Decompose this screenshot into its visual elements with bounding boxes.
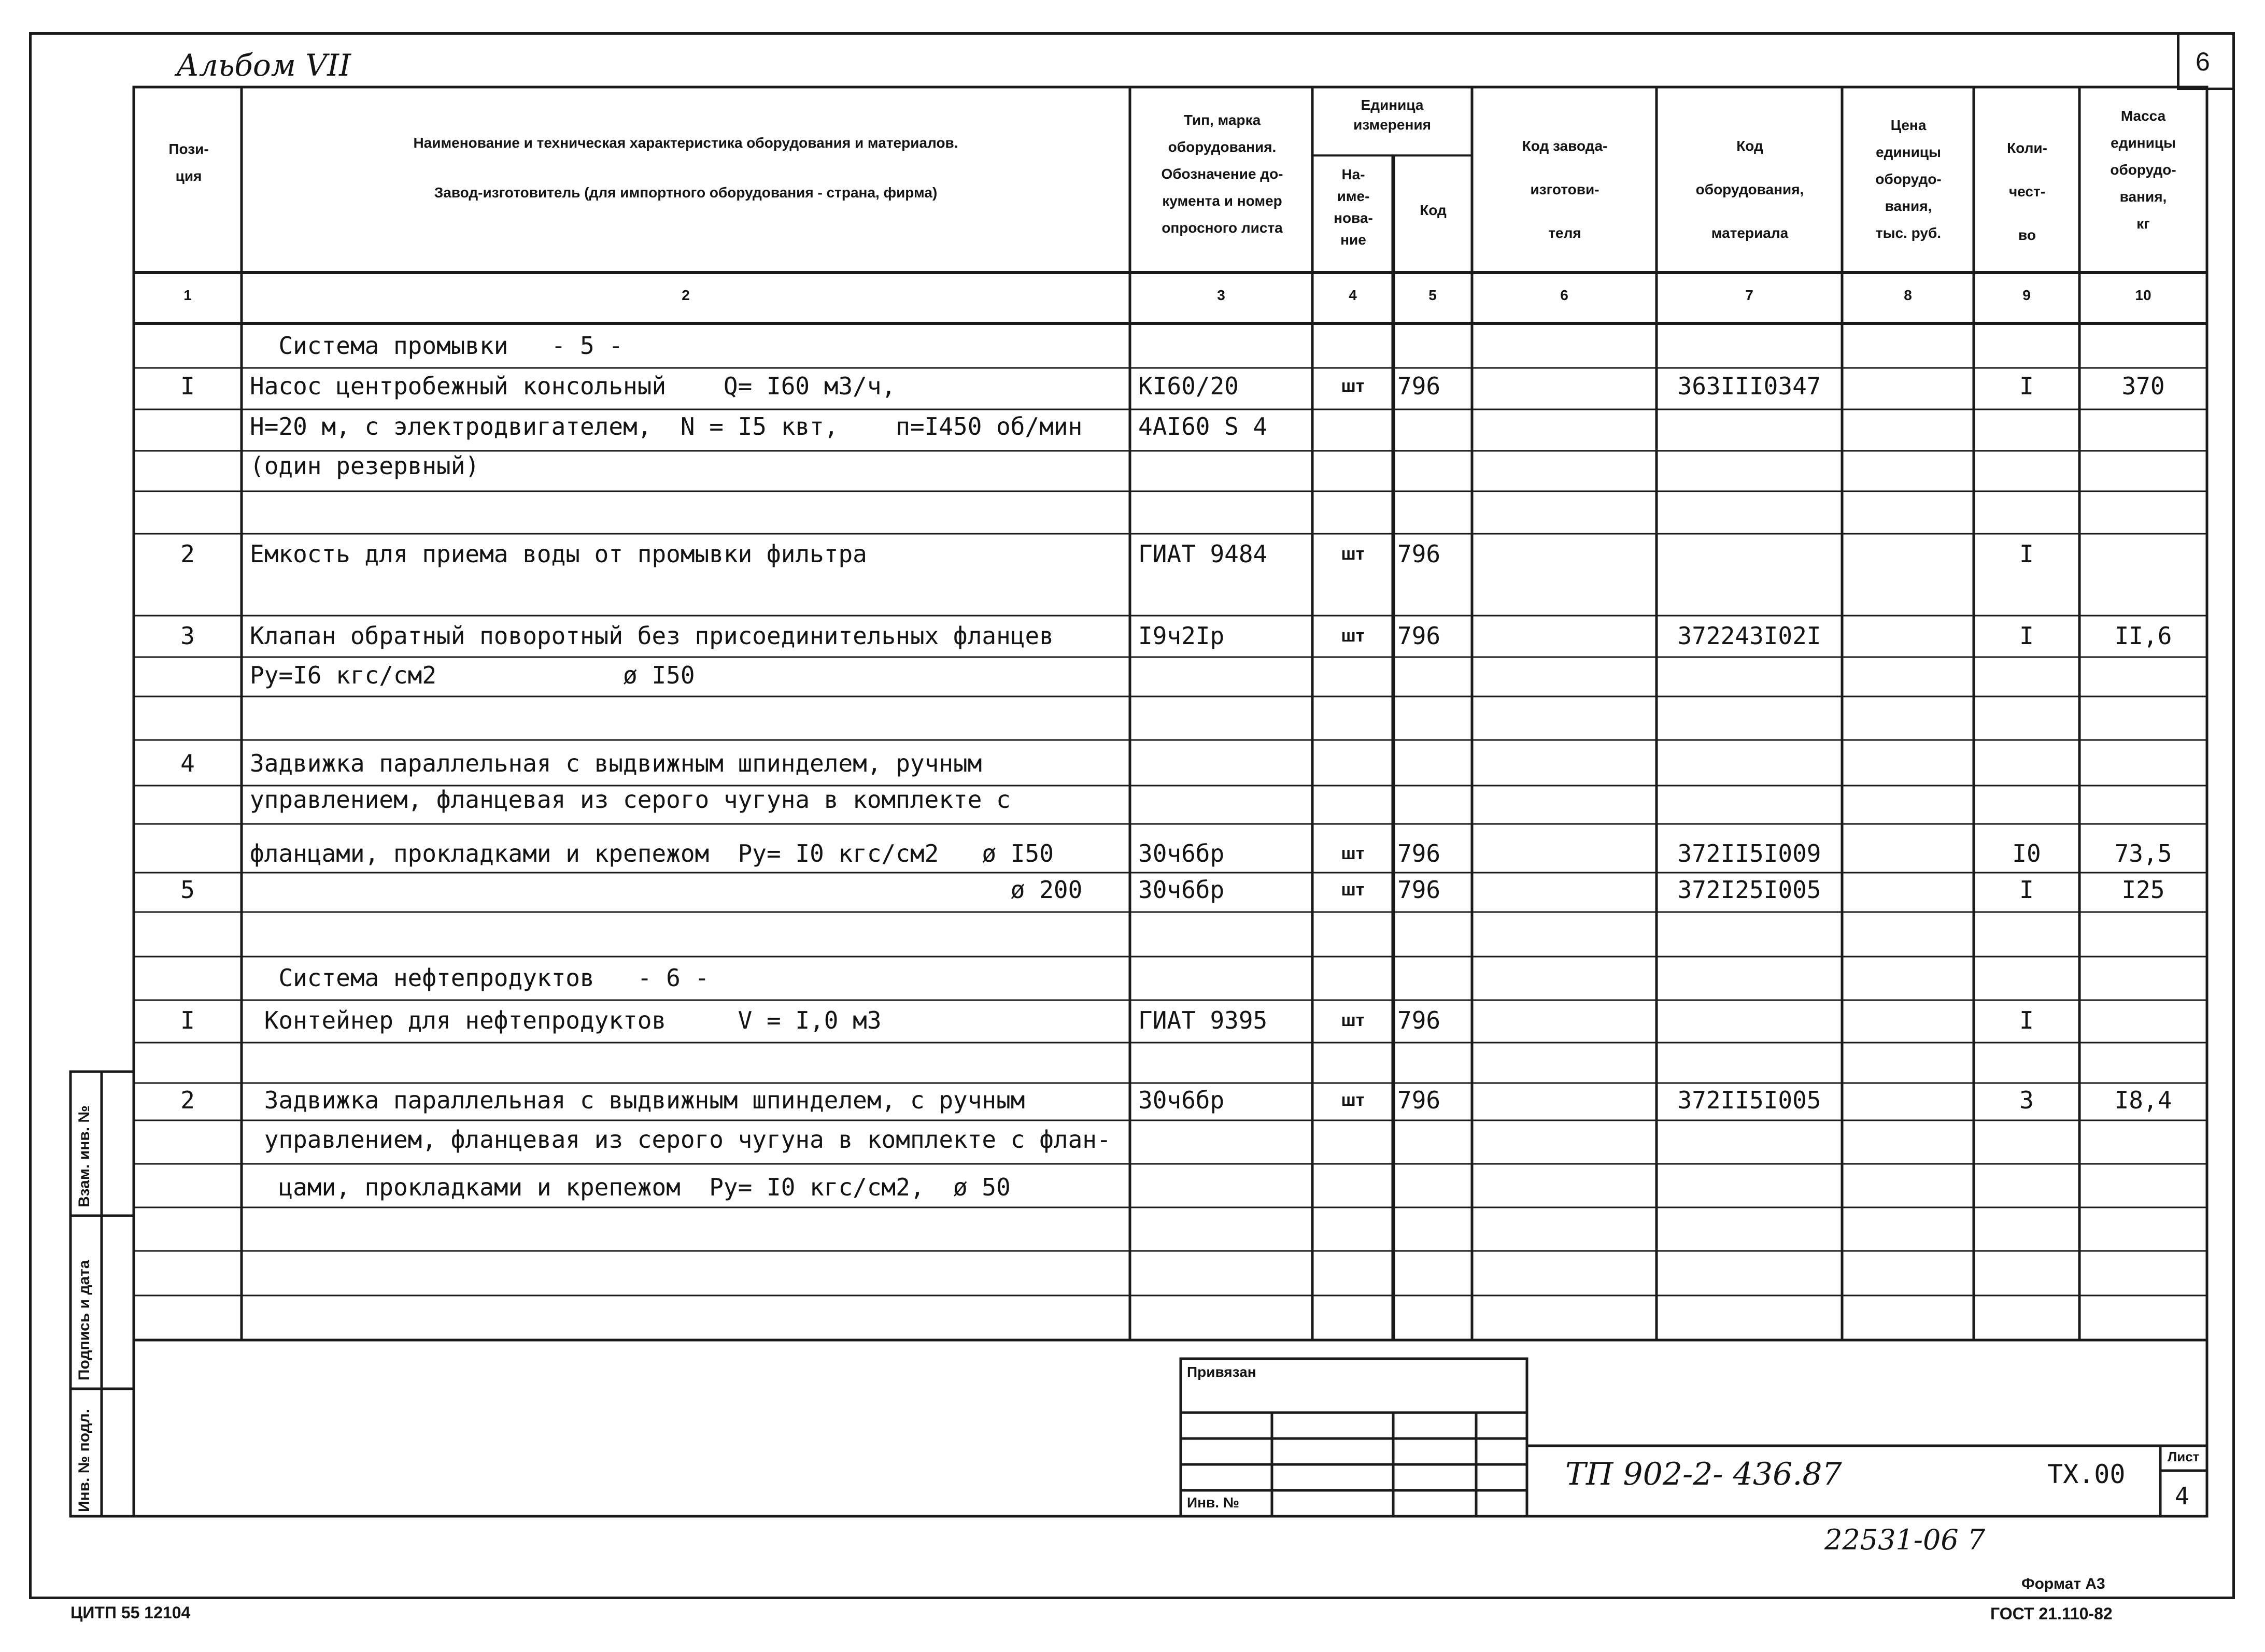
row-name: цами, прокладками и крепежом Ру= I0 кгс/см2, ø 50 (250, 1173, 1011, 1201)
header-unit-group: Единица измерения (1353, 97, 1431, 133)
row-unit: шт (1341, 376, 1365, 396)
column-number: 9 (2022, 287, 2031, 303)
header-name-line2: Завод-изготовитель (для импортного оборудования - страна, фирма) (434, 184, 938, 201)
row-type: 30ч6бр (1138, 839, 1225, 867)
row-quantity: I (2019, 540, 2034, 568)
row-mass: 370 (2121, 372, 2165, 400)
row-name: Задвижка параллельная с выдвижным шпинделем, ручным (250, 749, 982, 777)
row-mass: 73,5 (2114, 839, 2172, 867)
row-mass: I25 (2121, 876, 2165, 904)
row-quantity: I0 (2012, 839, 2041, 867)
album-label: Альбом VII (176, 48, 351, 83)
row-unit-code: 796 (1397, 1006, 1441, 1034)
row-name: (один резервный) (250, 452, 480, 480)
footer-left: ЦИТП 55 12104 (70, 1603, 191, 1622)
column-number: 6 (1560, 287, 1568, 303)
row-name: Задвижка параллельная с выдвижным шпинделем, с ручным (250, 1086, 1025, 1114)
row-type: 4АI60 S 4 (1138, 412, 1268, 440)
row-unit-code: 796 (1397, 1086, 1441, 1114)
row-name: Н=20 м, с электродвигателем, N = I5 квт, п=I450 об/мин (250, 412, 1083, 440)
column-number: 4 (1349, 287, 1357, 303)
header-quantity: Коли- чест- во (2007, 140, 2047, 243)
header-price: Цена единицы оборудо- вания, тыс. руб. (1875, 117, 1942, 241)
row-unit: шт (1341, 844, 1365, 863)
row-position: 3 (180, 622, 195, 650)
stamp-doc-code: ТП 902-2- 436.87 (1565, 1456, 1842, 1492)
row-position: I (180, 1006, 195, 1034)
row-name: управлением, фланцевая из серого чугуна в комплекте с (250, 786, 1011, 814)
footer-format: Формат А3 (2021, 1575, 2105, 1592)
row-unit-code: 796 (1397, 622, 1441, 650)
row-quantity: I (2019, 876, 2034, 904)
row-unit-code: 796 (1397, 839, 1441, 867)
column-number: 3 (1217, 287, 1225, 303)
row-position: 5 (180, 876, 195, 904)
row-quantity: I (2019, 1006, 2034, 1034)
row-type: ГИАТ 9484 (1138, 540, 1268, 568)
row-position: I (180, 372, 195, 400)
row-name: Система промывки - 5 - (250, 332, 624, 360)
row-name: управлением, фланцевая из серого чугуна в комплекте с флан- (250, 1126, 1111, 1153)
column-number: 10 (2135, 287, 2151, 303)
stamp-inv-no: Инв. № (1187, 1494, 1240, 1511)
stamp-privyazan: Привязан (1187, 1364, 1256, 1380)
row-unit: шт (1341, 1090, 1365, 1110)
column-number: 8 (1904, 287, 1912, 303)
row-unit-code: 796 (1397, 372, 1441, 400)
row-quantity: I (2019, 372, 2034, 400)
footer-gost: ГОСТ 21.110-82 (1990, 1604, 2113, 1623)
row-quantity: 3 (2019, 1086, 2034, 1114)
row-equipment-code: 372I25I005 (1677, 876, 1821, 904)
row-mass: I8,4 (2114, 1086, 2172, 1114)
header-name-line1: Наименование и техническая характеристика оборудования и материалов. (413, 135, 958, 151)
row-equipment-code: 372II5I005 (1677, 1086, 1821, 1114)
row-type: 30ч6бр (1138, 876, 1225, 904)
row-unit-code: 796 (1397, 876, 1441, 904)
row-type: 30ч6бр (1138, 1086, 1225, 1114)
sheet-number-top: 6 (2196, 47, 2210, 76)
row-position: 2 (180, 540, 195, 568)
row-name: Ру=I6 кгс/см2 ø I50 (250, 661, 695, 689)
row-equipment-code: 372II5I009 (1677, 839, 1821, 867)
header-mass: Масса единицы оборудо- вания, кг (2110, 108, 2176, 232)
row-type: КI60/20 (1138, 372, 1239, 400)
stamp-list-value: 4 (2175, 1482, 2189, 1510)
column-number: 2 (682, 287, 690, 303)
row-type: I9ч2Iр (1138, 622, 1225, 650)
row-unit: шт (1341, 1010, 1365, 1030)
side-label-podpis: Подпись и дата (76, 1260, 93, 1380)
row-mass: II,6 (2114, 622, 2172, 650)
header-position: Пози- ция (168, 141, 209, 184)
row-unit: шт (1341, 880, 1365, 900)
side-label-inv-podl: Инв. № подл. (76, 1408, 93, 1512)
row-unit-code: 796 (1397, 540, 1441, 568)
row-type: ГИАТ 9395 (1138, 1006, 1268, 1034)
stamp-section: ТХ.00 (2047, 1459, 2126, 1489)
row-quantity: I (2019, 622, 2034, 650)
row-name: Клапан обратный поворотный без присоединительных фланцев (250, 622, 1054, 650)
row-name: Система нефтепродуктов - 6 - (250, 964, 710, 992)
row-equipment-code: 363III0347 (1677, 372, 1821, 400)
order-number: 22531-06 7 (1824, 1523, 1986, 1556)
row-equipment-code: 372243I02I (1677, 622, 1821, 650)
header-equipment-code: Код оборудования, материала (1695, 138, 1804, 241)
row-position: 4 (180, 749, 195, 777)
header-factory-code: Код завода- изготови- теля (1522, 138, 1608, 241)
header-type: Тип, марка оборудования. Обозначение до- кумента и номер опросного листа (1161, 112, 1283, 236)
row-name: ø 200 (250, 876, 1083, 904)
side-label-vzam: Взам. инв. № (76, 1105, 93, 1207)
column-number: 7 (1745, 287, 1753, 303)
row-position: 2 (180, 1086, 195, 1114)
header-unit-code: Код (1420, 202, 1447, 218)
row-name: фланцами, прокладками и крепежом Ру= I0 кгс/см2 ø I50 (250, 839, 1054, 867)
column-number: 1 (183, 287, 192, 303)
row-name: Контейнер для нефтепродуктов V = I,0 м3 (250, 1006, 882, 1034)
column-number: 5 (1428, 287, 1437, 303)
row-name: Насос центробежный консольный Q= I60 м3/ч, (250, 372, 896, 400)
header-unit-name: На- име- нова- ние (1334, 166, 1373, 248)
row-unit: шт (1341, 544, 1365, 564)
row-name: Емкость для приема воды от промывки фильтра (250, 540, 867, 568)
stamp-list-label: Лист (2168, 1449, 2200, 1464)
row-unit: шт (1341, 626, 1365, 646)
